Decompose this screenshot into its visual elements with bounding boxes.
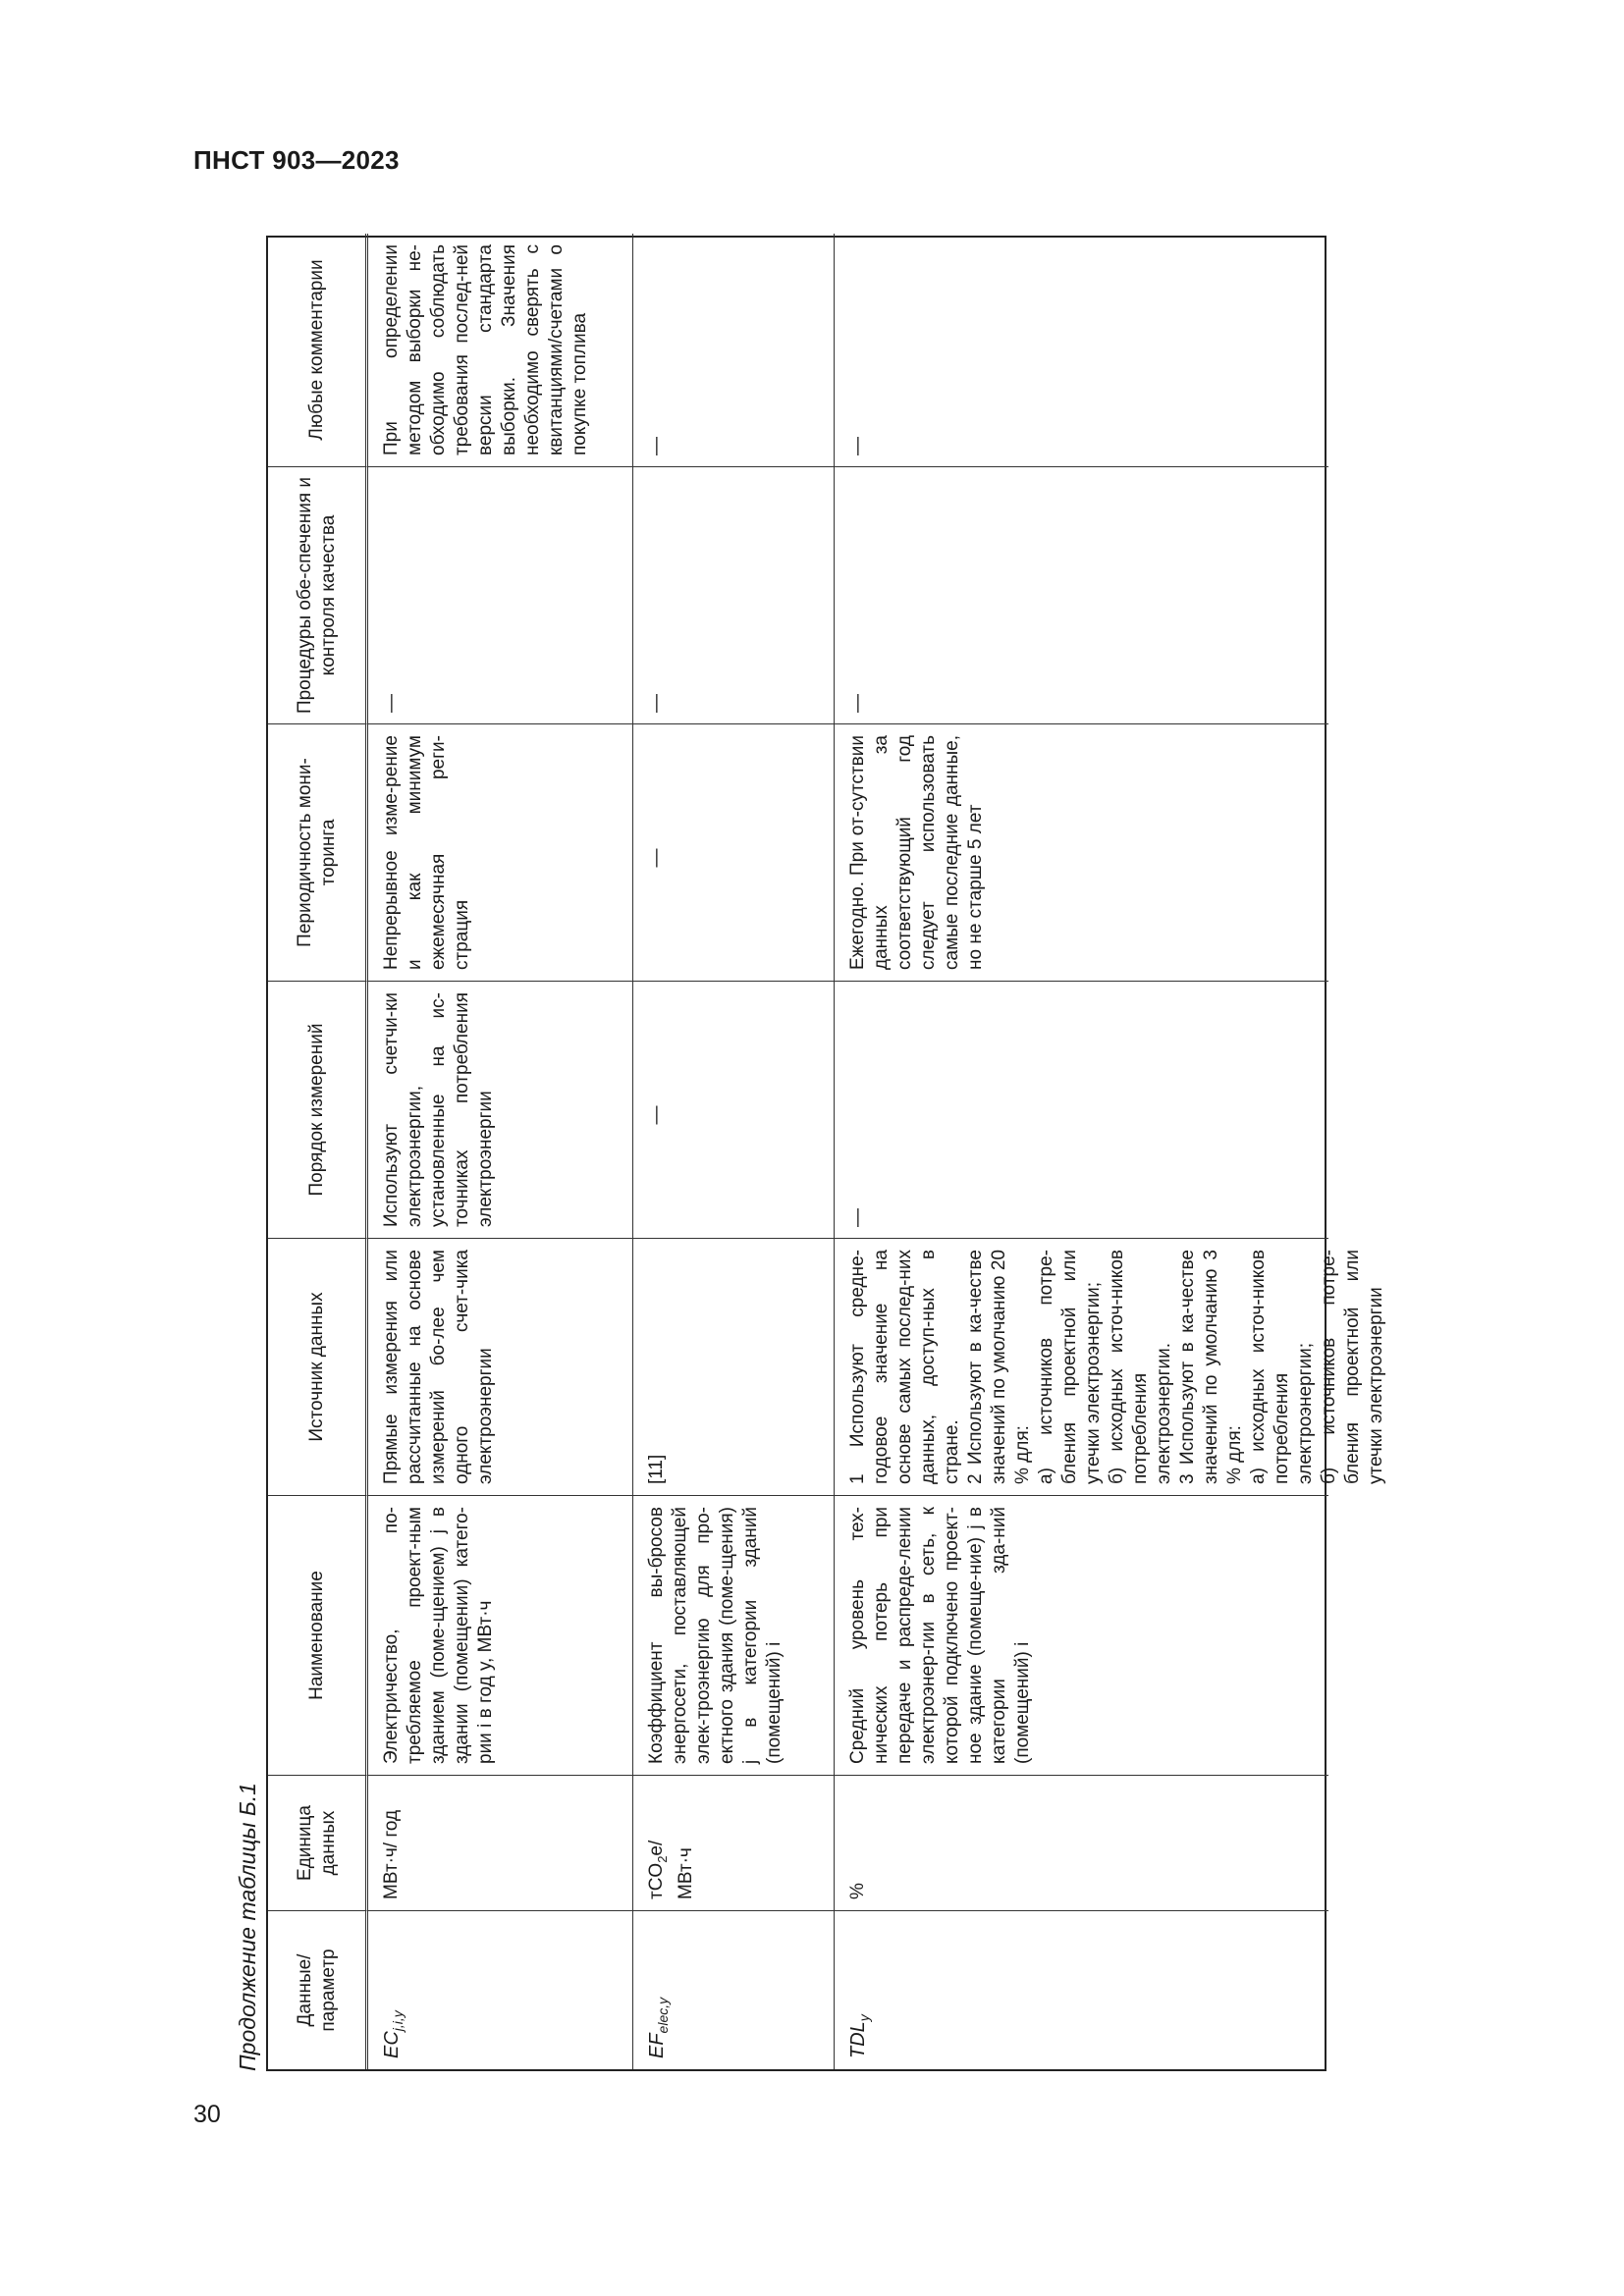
table-row-measurement: — [835,981,1328,1238]
header-source: Источник данных [268,1238,368,1495]
source-line: 2 Используют в ка-честве значений по умолчанию 20 % для: [965,1250,1033,1484]
header-comments: Любые комментарии [268,234,368,466]
document-code: ПНСТ 903—2023 [193,145,400,175]
table-row-measurement: — [633,981,835,1238]
header-unit: Единица данных [268,1775,368,1910]
table-row-frequency: Непрерывное изме-рение и как минимум ежемесячная реги-страция [368,723,633,981]
table-row-source: Прямые измерения или рассчитанные на основе измерений бо-лее чем одного счет-чика электроэнергии [368,1238,633,1495]
header-frequency: Периодичность мони-торинга [268,723,368,981]
table-row-qa: — [835,466,1328,723]
table-row-source: [11] [633,1238,835,1495]
table-row-qa: — [368,466,633,723]
table-row-param: $TDL_y$ [835,1910,1328,2069]
source-line: а) источников потре-бления проектной или утечки электроэнергии; [1036,1250,1104,1484]
table-row-frequency: — [633,723,835,981]
source-line: 1 Используют средне-годовое значение на основе самых послед-них данных, доступ-ных в стране. [847,1250,962,1484]
table-row-name: Средний уровень тех-нических потерь при передаче и распреде-лении электроэнер-гии в сеть, к которой подключено проект-ное здание (помеще-ние) j в категории зда-ний (помещений) i [835,1495,1328,1775]
table-row-unit: МВт·ч/ год [368,1775,633,1910]
header-name: Наименование [268,1495,368,1775]
table-row-name: Коэффициент вы-бросов энергосети, поставляющей элек-троэнергию для про-ектного здания (поме-щения) j в категории зданий (помещений) i [633,1495,835,1775]
header-measurement: Порядок измерений [268,981,368,1238]
table-row-param: $EF_{elec,y}$ [633,1910,835,2069]
data-table [266,236,1386,2071]
table-caption: Продолжение таблицы Б.1 [235,1783,260,2071]
source-line: 3 Используют в ка-честве значений по умолчанию 3 % для: [1177,1250,1245,1484]
source-line: б) исходных источ-ников потребления электроэнергии. [1107,1250,1174,1484]
table-row-comments: — [633,234,835,466]
table-row-qa: — [633,466,835,723]
table-row-unit: тCO$_2$e/ МВт·ч [633,1775,835,1910]
header-param: Данные/ параметр [268,1910,368,2069]
table-row-measurement: Используют счетчи-ки электроэнергии, установленные на ис-точниках потребления электроэнергии [368,981,633,1238]
table-row-comments: — [847,437,868,455]
source-line: а) исходных источ-ников потребления электроэнергии; [1248,1250,1316,1484]
table-row-param: $EC_{j,i,y}$ [368,1910,633,2069]
table-row-frequency: Ежегодно. При от-сутствии данных за соответствующий год следует использовать самые последние данные, но не старше 5 лет [835,723,1328,981]
table-row-comments: При определении методом выборки не-обходимо соблюдать требования послед-ней версии стандарта выборки. Значения необходимо сверять с квитанциями/счетами о покупке топлива [368,234,633,466]
source-line: б) источников потре-бления проектной или утечки электроэнергии [1319,1250,1386,1484]
header-qa: Процедуры обе-спечения и контроля качества [268,466,368,723]
table-row-source [835,1238,1386,1495]
table-row-name: Электричество, по-требляемое проект-ным зданием (поме-щением) j в здании (помещении) катего-рии i в год y, МВт·ч [368,1495,633,1775]
table-row-unit: % [835,1775,1328,1910]
rotated-table-block [229,236,1386,2071]
page-number: 30 [193,2101,221,2128]
